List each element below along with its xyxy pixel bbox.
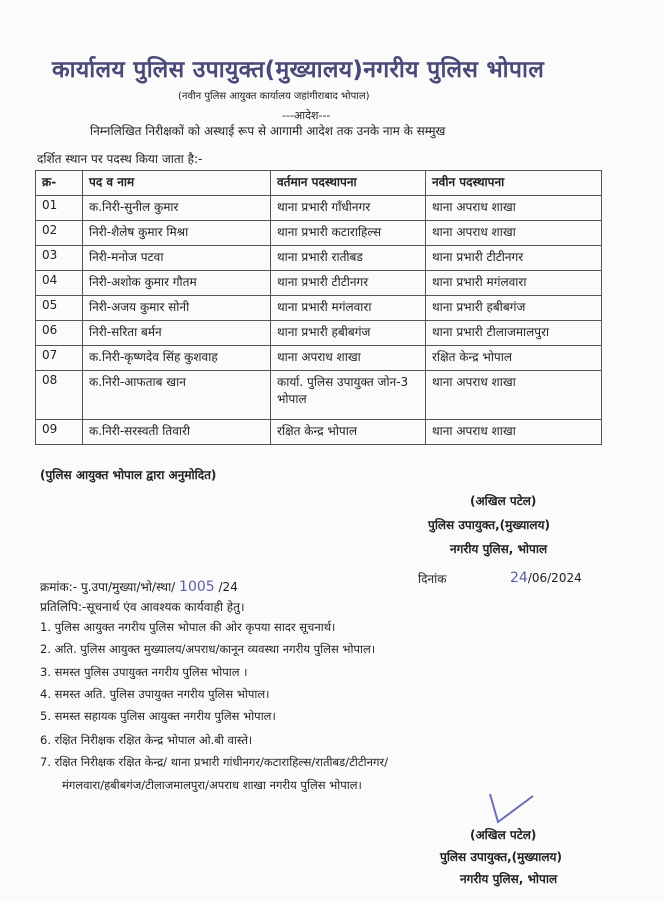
new-posting-cell: थाना अपराध शाखा <box>426 196 602 221</box>
copy-list-item: 3. समस्त पुलिस उपायुक्त नगरीय पुलिस भोपाल । <box>40 665 248 679</box>
new-posting-cell: थाना अपराध शाखा <box>426 371 602 420</box>
new-posting-cell: थाना प्रभारी टीटीनगर <box>426 246 602 271</box>
copy-list-item: 4. समस्त अति. पुलिस उपायुक्त नगरीय पुलिस भोपाल। <box>40 687 270 701</box>
signatory-designation-2: पुलिस उपायुक्त,(मुख्यालय) <box>440 850 562 864</box>
new-posting-cell: थाना प्रभारी हबीबगंज <box>426 296 602 321</box>
table-row <box>36 371 602 420</box>
table-row <box>36 271 602 296</box>
copy-list-item: 1. पुलिस आयुक्त नगरीय पुलिस भोपाल की ओर कृपया सादर सूचनार्थ। <box>40 620 336 634</box>
new-posting-cell: थाना प्रभारी टीलाजमालपुरा <box>426 321 602 346</box>
order-text-line-2: दर्शित स्थान पर पदस्थ किया जाता है:- <box>37 152 203 166</box>
name-cell: निरी-अजय कुमार सोनी <box>83 296 271 321</box>
name-cell: क.निरी-सरस्वती तिवारी <box>83 420 271 445</box>
name-cell: निरी-मनोज पटवा <box>83 246 271 271</box>
current-posting-cell: थाना प्रभारी कटाराहिल्स <box>271 221 426 246</box>
name-cell: निरी-अशोक कुमार गौतम <box>83 271 271 296</box>
copy-list-item: 2. अति. पुलिस आयुक्त मुख्यालय/अपराध/कानून व्यवस्था नगरीय पुलिस भोपाल। <box>40 642 376 656</box>
transfer-table <box>35 170 602 445</box>
copy-to-label: प्रतिलिपि:-सूचनार्थ एंव आवश्यक कार्यवाही हेतु। <box>40 600 245 614</box>
signatory-name-2: (अखिल पटेल) <box>470 828 537 842</box>
approval-note: (पुलिस आयुक्त भोपाल द्वारा अनुमोदित) <box>40 468 217 482</box>
current-posting-cell: थाना अपराध शाखा <box>271 346 426 371</box>
serial-cell: 05 <box>36 296 83 321</box>
reference-number <box>40 578 238 595</box>
col-current-posting: वर्तमान पदस्थापना <box>271 171 426 196</box>
serial-cell: 02 <box>36 221 83 246</box>
signatory-office: नगरीय पुलिस, भोपाल <box>450 542 548 556</box>
office-address: (नवीन पुलिस आयुक्त कार्यालय जहांगीराबाद भोपाल) <box>178 91 370 102</box>
table-row <box>36 420 602 445</box>
date-day-handwritten: 24 <box>510 570 528 586</box>
table-row <box>36 196 602 221</box>
current-posting-cell: थाना प्रभारी गाँधीनगर <box>271 196 426 221</box>
current-posting-cell: थाना प्रभारी हबीबगंज <box>271 321 426 346</box>
name-cell: क.निरी-कृष्णदेव सिंह कुशवाह <box>83 346 271 371</box>
col-serial: क्र- <box>36 171 83 196</box>
copy-list-item: 7. रक्षित निरीक्षक रक्षित केन्द्र/ थाना प्रभारी गांधीनगर/कटाराहिल्स/रातीबड/टीटीनगर/ <box>40 755 389 769</box>
table-row <box>36 296 602 321</box>
name-cell: निरी-सरिता बर्मन <box>83 321 271 346</box>
new-posting-cell: थाना अपराध शाखा <box>426 221 602 246</box>
signatory-name: (अखिल पटेल) <box>470 494 537 508</box>
serial-cell: 08 <box>36 371 83 420</box>
serial-cell: 04 <box>36 271 83 296</box>
signatory-designation: पुलिस उपायुक्त,(मुख्यालय) <box>428 518 550 532</box>
table-row <box>36 321 602 346</box>
current-posting-cell: रक्षित केन्द्र भोपाल <box>271 420 426 445</box>
serial-cell: 07 <box>36 346 83 371</box>
new-posting-cell: थाना प्रभारी मगंलवारा <box>426 271 602 296</box>
current-posting-cell: थाना प्रभारी टीटीनगर <box>271 271 426 296</box>
serial-cell: 03 <box>36 246 83 271</box>
date-value <box>510 570 582 586</box>
reference-number-handwritten: 1005 <box>179 579 215 595</box>
col-new-posting: नवीन पदस्थापना <box>426 171 602 196</box>
date-label: दिनांक <box>418 572 447 586</box>
order-text-line-1: निम्नलिखित निरीक्षकों को अस्थाई रूप से आगामी आदेश तक उनके नाम के सम्मुख <box>90 124 446 138</box>
copy-list-item: मंगलवारा/हबीबगंज/टीलाजमालपुरा/अपराध शाखा नगरीय पुलिस भोपाल। <box>62 778 362 792</box>
copy-list-item: 6. रक्षित निरीक्षक रक्षित केन्द्र भोपाल ओ.बी वास्ते। <box>40 733 253 747</box>
reference-prefix: क्रमांक:- पु.उपा/मुख्या/भो/स्था/ <box>40 580 176 594</box>
table-row <box>36 221 602 246</box>
col-name: पद व नाम <box>83 171 271 196</box>
new-posting-cell: थाना अपराध शाखा <box>426 420 602 445</box>
current-posting-cell: कार्या. पुलिस उपायुक्त जोन-3 भोपाल <box>271 371 426 420</box>
copy-list-item: 5. समस्त सहायक पुलिस आयुक्त नगरीय पुलिस भोपाल। <box>40 709 276 723</box>
name-cell: क.निरी-आफताब खान <box>83 371 271 420</box>
table-header <box>36 171 602 196</box>
date-month-year: /06/2024 <box>527 571 582 585</box>
serial-cell: 09 <box>36 420 83 445</box>
current-posting-cell: थाना प्रभारी मगंलवारा <box>271 296 426 321</box>
reference-suffix: /24 <box>218 580 238 594</box>
name-cell: निरी-शैलेष कुमार मिश्रा <box>83 221 271 246</box>
new-posting-cell: रक्षित केन्द्र भोपाल <box>426 346 602 371</box>
name-cell: क.निरी-सुनील कुमार <box>83 196 271 221</box>
office-title: कार्यालय पुलिस उपायुक्त(मुख्यालय)नगरीय पुलिस भोपाल <box>52 57 545 83</box>
serial-cell: 06 <box>36 321 83 346</box>
table-row <box>36 246 602 271</box>
current-posting-cell: थाना प्रभारी रातीबड <box>271 246 426 271</box>
table-row <box>36 346 602 371</box>
order-heading: ---आदेश--- <box>282 109 331 122</box>
serial-cell: 01 <box>36 196 83 221</box>
signatory-office-2: नगरीय पुलिस, भोपाल <box>460 872 558 886</box>
